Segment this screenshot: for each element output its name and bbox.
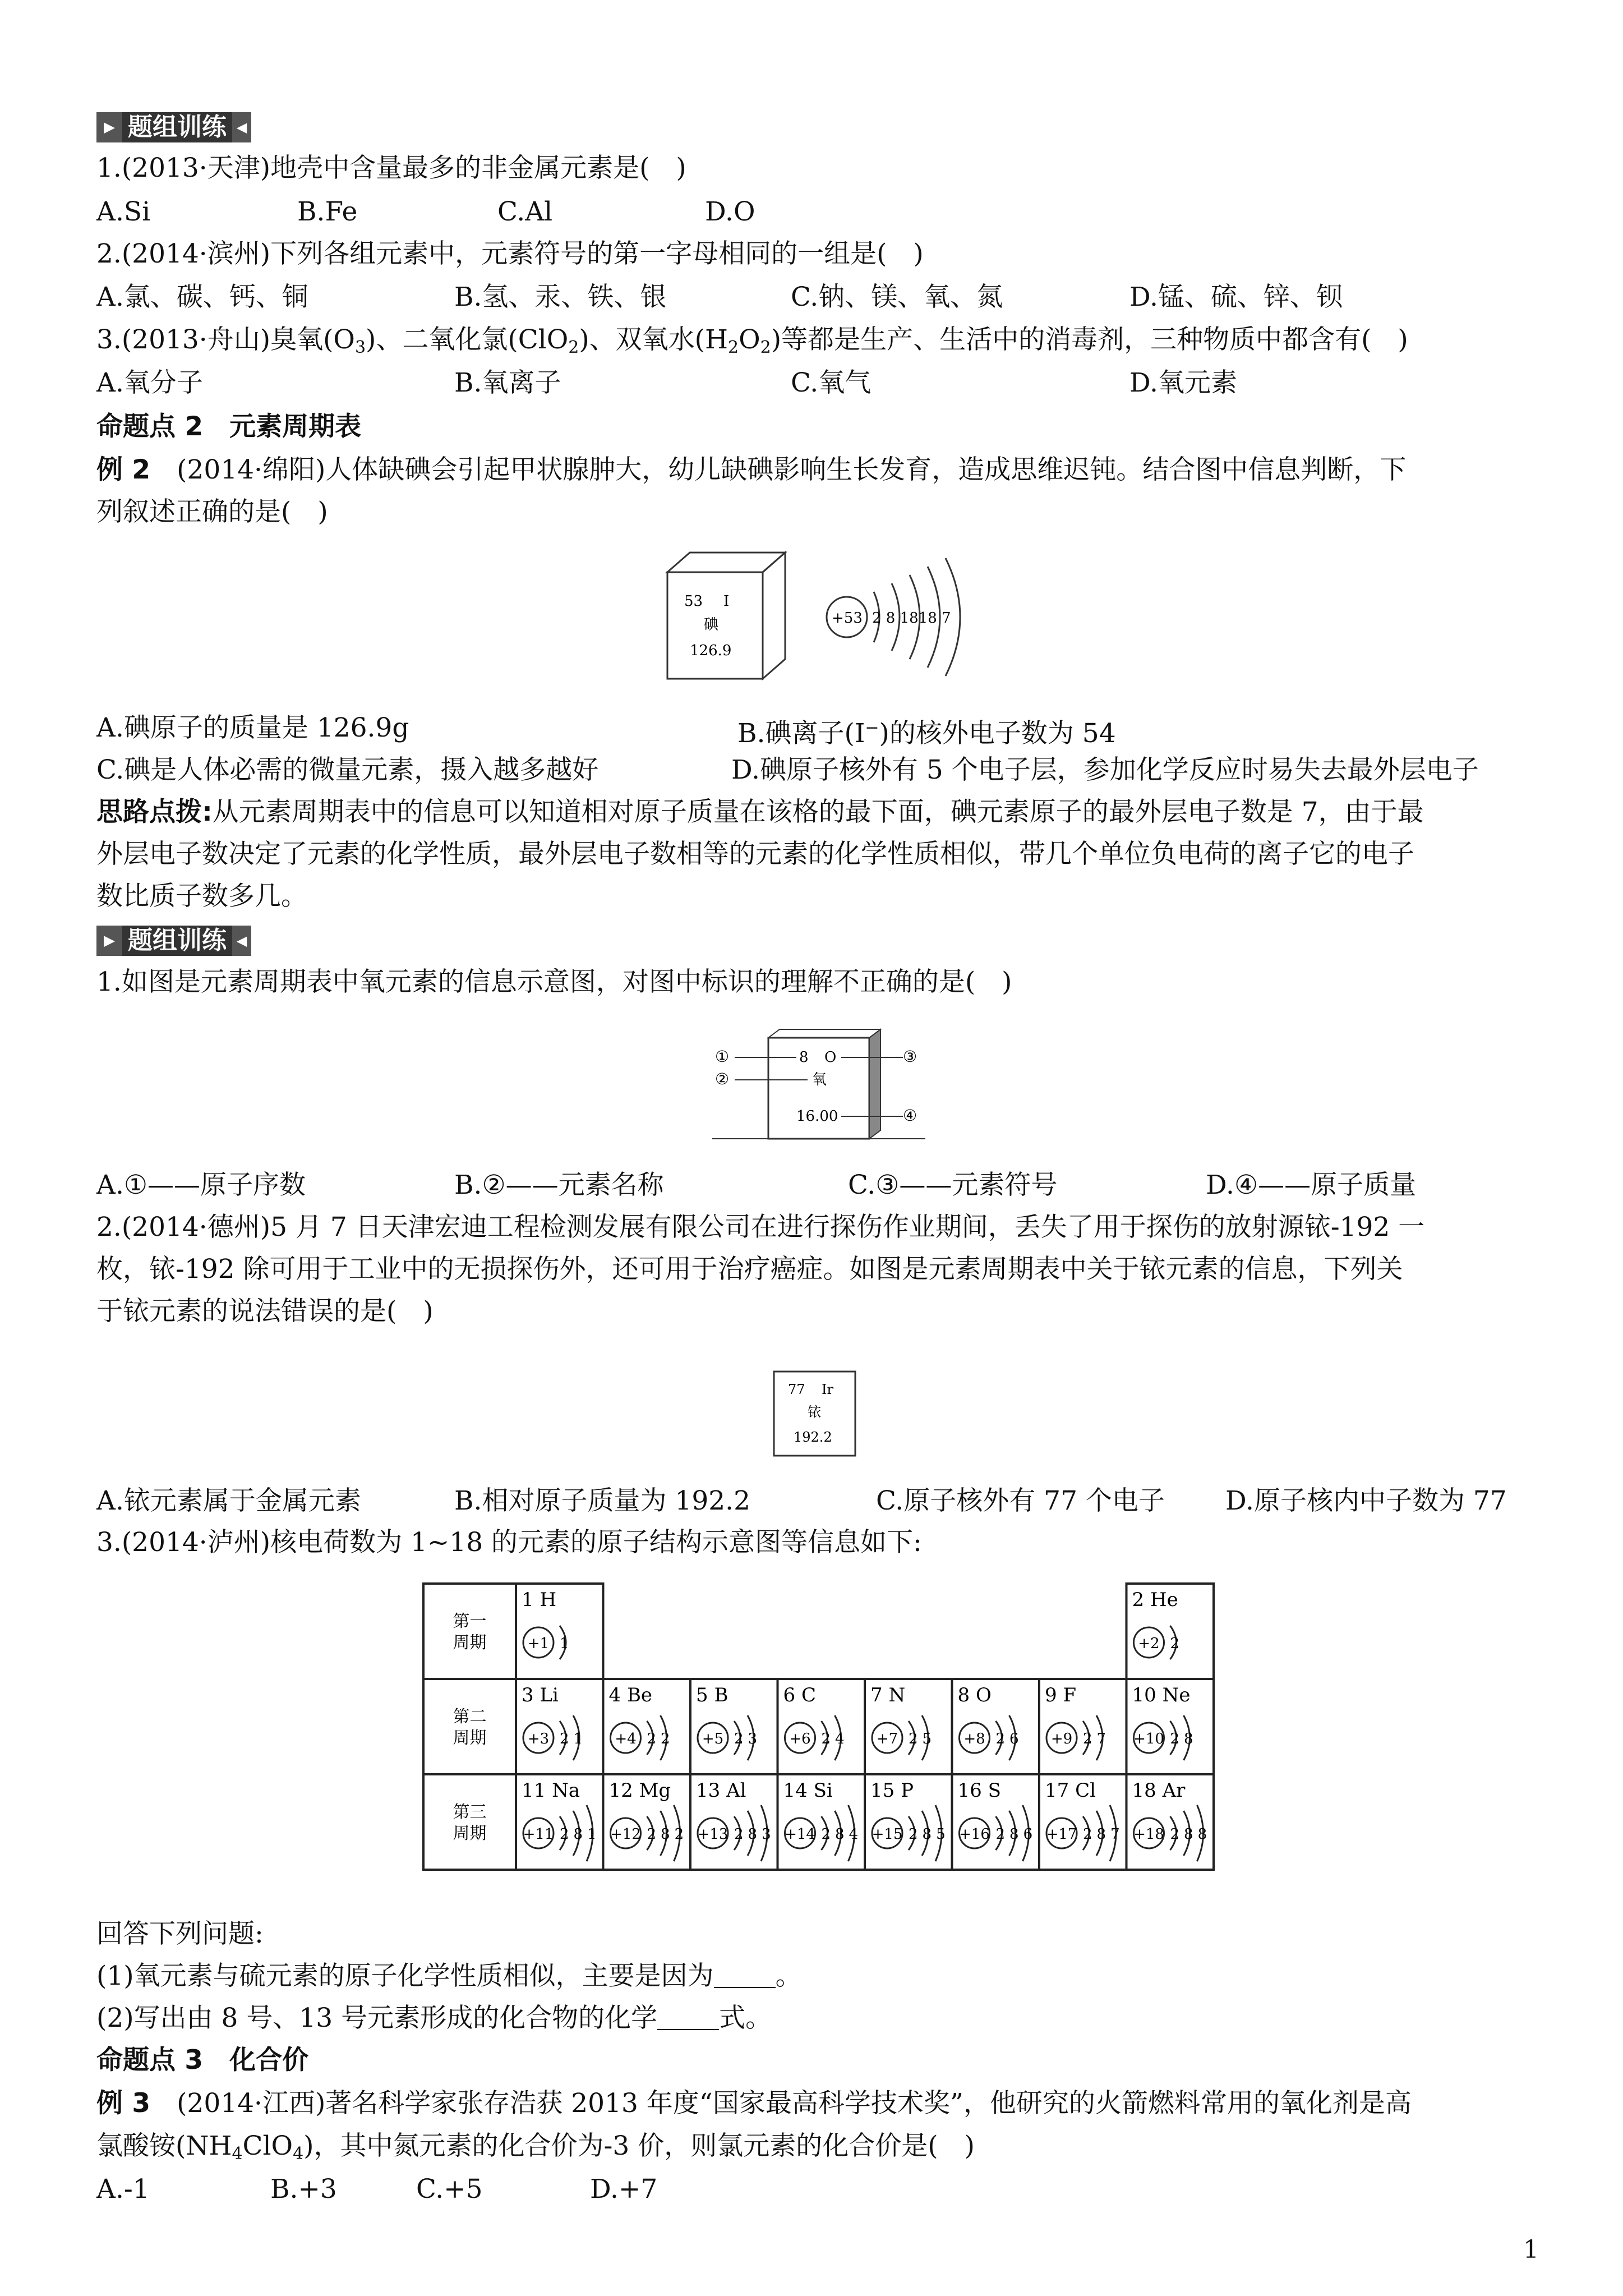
- electron-counts: 1: [560, 1635, 574, 1652]
- question-3-stem: 3.(2013·舟山)臭氧$(O_3)$、二氧化氯(ClO$_2$)、双氧水$(H_2O_2)$等都是生产、生活中的消毒剂，三种物质中都含有( ): [96, 324, 1408, 357]
- nucleus-charge: +9: [1050, 1731, 1073, 1747]
- g1-option-c: C.③——元素符号: [848, 1170, 1058, 1200]
- group-question-2-line-3: 于铱元素的说法错误的是( ): [96, 1296, 434, 1327]
- play-left-icon: ◀: [232, 112, 251, 142]
- q3-option-b: B.氧离子: [454, 367, 561, 398]
- nucleus-charge: +18: [1133, 1826, 1164, 1843]
- section-3-title: 命题点 3 化合价: [96, 2045, 309, 2076]
- electron-counts: 283: [734, 1826, 776, 1843]
- electron-counts: 23: [734, 1731, 762, 1747]
- oxygen-name: 氧: [812, 1071, 827, 1088]
- iridium-symbol: Ir: [822, 1382, 833, 1397]
- iodine-cell-cube: [667, 553, 785, 679]
- question-2-stem: 2.(2014·滨州)下列各组元素中，元素符号的第一字母相同的一组是( ): [96, 238, 924, 269]
- q1-option-c: C.Al: [497, 196, 553, 227]
- element-label: 7 N: [870, 1684, 906, 1706]
- play-right-icon: ▶: [96, 112, 122, 142]
- q3-option-a: A.氧分子: [96, 367, 203, 398]
- group-question-2-line-2: 枚，铱-192 除可用于工业中的无损探伤外，还可用于治疗癌症。如图是元素周期表中关于铱元素的信息，下列关: [96, 1254, 1403, 1285]
- answer-blank-2[interactable]: [657, 2007, 719, 2030]
- electron-counts: 26: [995, 1731, 1023, 1747]
- electron-counts: 2: [1170, 1635, 1184, 1652]
- nucleus-charge: +6: [789, 1731, 811, 1747]
- iodine-number: 53: [684, 593, 703, 610]
- element-label: 2 He: [1132, 1589, 1178, 1611]
- g2-option-a: A.铱元素属于金属元素: [96, 1485, 361, 1516]
- g1-option-d: D.④——原子质量: [1206, 1170, 1417, 1200]
- iodine-figure: [656, 539, 1004, 690]
- g1-option-b: B.②——元素名称: [454, 1170, 664, 1200]
- period-label-top: 第三: [453, 1802, 487, 1822]
- q2-option-a: A.氯、碳、钙、铜: [96, 282, 308, 312]
- element-label: 12 Mg: [608, 1779, 671, 1802]
- nucleus-charge: +17: [1046, 1826, 1077, 1843]
- electron-counts: 284: [821, 1826, 863, 1843]
- sub-question-1: (1)氧元素与硫元素的原子化学性质相似，主要是因为 。: [96, 1961, 802, 1991]
- ex2-option-c: C.碘是人体必需的微量元素，摄入越多越好: [96, 754, 599, 785]
- iodine-name: 碘: [704, 616, 719, 633]
- example-2-line-1: 例 2 (2014·绵阳)人体缺碘会引起甲状腺肿大，幼儿缺碘影响生长发育，造成思维迟钝。结合图中信息判断，下: [96, 454, 1407, 485]
- marker-4: ④: [903, 1106, 917, 1125]
- iodine-mass: 126.9: [690, 642, 732, 659]
- practice-banner: [96, 926, 251, 956]
- electron-counts: 281: [560, 1826, 601, 1843]
- nucleus-charge: +2: [1138, 1635, 1160, 1652]
- iodine-shells: 2 8 1818 7: [872, 610, 951, 627]
- period-label-cell: [423, 1679, 516, 1774]
- electron-counts: 286: [995, 1826, 1038, 1843]
- element-label: 16 S: [957, 1779, 1001, 1802]
- ex3-option-b: B.+3: [270, 2174, 337, 2205]
- banner-label: 题组训练: [122, 926, 232, 956]
- oxygen-cell-figure: [712, 1027, 925, 1144]
- q1-option-a: A.Si: [96, 196, 151, 227]
- element-label: 3 Li: [522, 1684, 559, 1706]
- period-label-top: 第二: [453, 1707, 487, 1727]
- ex2-option-b: B.碘离子(I−)的核外电子数为 54: [737, 718, 1116, 749]
- period-label-top: 第一: [453, 1612, 487, 1631]
- electron-counts: 288: [1170, 1826, 1212, 1843]
- q3-option-d: D.氧元素: [1129, 367, 1237, 398]
- nucleus-charge: +4: [615, 1731, 637, 1747]
- nucleus-charge: +8: [963, 1731, 985, 1747]
- example-3-line-1: 例 3 (2014·江西)著名科学家张存浩获 2013 年度“国家最高科学技术奖”，他研究的火箭燃料常用的氧化剂是高: [96, 2088, 1412, 2119]
- oxygen-number: 8: [799, 1049, 809, 1066]
- electron-counts: 28: [1170, 1731, 1198, 1747]
- nucleus-charge: +5: [702, 1731, 724, 1747]
- nucleus-charge: +1: [527, 1635, 550, 1652]
- electron-counts: 27: [1083, 1731, 1111, 1747]
- oxygen-symbol: O: [824, 1049, 837, 1066]
- element-label: 13 Al: [696, 1779, 746, 1802]
- q2-option-d: D.锰、硫、锌、钡: [1129, 282, 1343, 312]
- iridium-mass: 192.2: [794, 1429, 832, 1445]
- element-label: 6 C: [783, 1684, 816, 1706]
- element-label: 15 P: [870, 1779, 914, 1802]
- q2-option-b: B.氢、汞、铁、银: [454, 282, 667, 312]
- page-number: 1: [1523, 2235, 1539, 2264]
- iridium-number: 77: [788, 1382, 805, 1397]
- g2-option-d: D.原子核内中子数为 77: [1225, 1485, 1507, 1516]
- nucleus-charge: +11: [523, 1826, 554, 1843]
- period-label-bottom: 周期: [453, 1824, 487, 1843]
- play-left-icon: ◀: [232, 926, 251, 956]
- nucleus-charge: +3: [527, 1731, 550, 1747]
- electron-counts: 24: [821, 1731, 849, 1747]
- answer-prompt: 回答下列问题:: [96, 1918, 264, 1949]
- g2-option-b: B.相对原子质量为 192.2: [454, 1485, 750, 1516]
- nucleus-charge: +15: [872, 1826, 903, 1843]
- q3-option-c: C.氧气: [791, 367, 872, 398]
- element-label: 11 Na: [522, 1779, 580, 1802]
- marker-3: ③: [903, 1047, 917, 1066]
- group-question-2-line-1: 2.(2014·德州)5 月 7 日天津宏迪工程检测发展有限公司在进行探伤作业期间，丢失了用于探伤的放射源铱-192 一: [96, 1212, 1425, 1243]
- element-label: 9 F: [1045, 1684, 1077, 1706]
- element-label: 5 B: [696, 1684, 728, 1706]
- hint-line-1: 思路点拨:从元素周期表中的信息可以知道相对原子质量在该格的最下面，碘元素原子的最外层电子数是 7，由于最: [96, 797, 1424, 827]
- iodine-symbol: I: [723, 593, 730, 610]
- hint-line-3: 数比质子数多几。: [96, 881, 307, 912]
- marker-1: ①: [715, 1047, 730, 1066]
- element-label: 18 Ar: [1132, 1779, 1186, 1802]
- electron-counts: 287: [1083, 1826, 1124, 1843]
- sub-question-2: (2)写出由 8 号、13 号元素形成的化合物的化学 式。: [96, 2003, 772, 2033]
- electron-counts: 282: [647, 1826, 689, 1843]
- element-label: 10 Ne: [1132, 1684, 1191, 1706]
- ex3-option-c: C.+5: [416, 2174, 483, 2205]
- ex2-option-a: A.碘原子的质量是 126.9g: [96, 712, 409, 743]
- oxygen-mass: 16.00: [796, 1108, 838, 1125]
- ex3-option-a: A.-1: [96, 2174, 150, 2205]
- electron-counts: 22: [647, 1731, 675, 1747]
- example-3-line-2: 氯酸铵$(NH_4ClO_4)$，其中氮元素的化合价为-3 价，则氯元素的化合价是( ): [96, 2131, 975, 2164]
- example-2-line-2: 列叙述正确的是( ): [96, 496, 328, 527]
- periodic-table-figure: [421, 1581, 1217, 1889]
- nucleus-charge: +7: [876, 1731, 898, 1747]
- period-label-cell: [423, 1774, 516, 1870]
- marker-2: ②: [715, 1070, 730, 1088]
- electron-counts: 25: [909, 1731, 937, 1747]
- period-label-cell: [423, 1584, 516, 1679]
- period-label-bottom: 周期: [453, 1728, 487, 1748]
- q2-option-c: C.钠、镁、氧、氮: [791, 282, 1003, 312]
- section-2-title: 命题点 2 元素周期表: [96, 411, 362, 442]
- banner-label: 题组训练: [122, 112, 232, 142]
- element-label: 1 H: [522, 1589, 557, 1611]
- element-label: 14 Si: [783, 1779, 833, 1802]
- question-1-stem: 1.(2013·天津)地壳中含量最多的非金属元素是( ): [96, 153, 686, 183]
- electron-counts: 285: [909, 1826, 950, 1843]
- answer-blank-1[interactable]: [714, 1964, 776, 1988]
- practice-banner: [96, 112, 251, 142]
- iodine-nucleus: +53: [832, 610, 863, 627]
- period-label-bottom: 周期: [453, 1633, 487, 1653]
- electron-counts: 21: [560, 1731, 588, 1747]
- iridium-name: 铱: [808, 1404, 821, 1420]
- q1-option-d: D.O: [705, 196, 755, 227]
- ex3-option-d: D.+7: [590, 2174, 658, 2205]
- element-label: 8 O: [957, 1684, 992, 1706]
- iridium-cell-figure: [771, 1369, 861, 1461]
- play-right-icon: ▶: [96, 926, 122, 956]
- group-question-1-stem: 1.如图是元素周期表中氧元素的信息示意图，对图中标识的理解不正确的是( ): [96, 967, 1012, 997]
- iodine-atom-structure: [827, 558, 960, 676]
- element-label: 17 Cl: [1045, 1779, 1096, 1802]
- nucleus-charge: +10: [1133, 1731, 1164, 1747]
- element-label: 4 Be: [608, 1684, 653, 1706]
- nucleus-charge: +12: [610, 1826, 641, 1843]
- nucleus-charge: +14: [785, 1826, 815, 1843]
- group-question-3-stem: 3.(2014·泸州)核电荷数为 1~18 的元素的原子结构示意图等信息如下:: [96, 1527, 922, 1558]
- ex2-option-d: D.碘原子核外有 5 个电子层，参加化学反应时易失去最外层电子: [731, 754, 1479, 785]
- g2-option-c: C.原子核外有 77 个电子: [876, 1485, 1165, 1516]
- nucleus-charge: +16: [959, 1826, 990, 1843]
- nucleus-charge: +13: [697, 1826, 728, 1843]
- hint-line-2: 外层电子数决定了元素的化学性质，最外层电子数相等的元素的化学性质相似，带几个单位负电荷的离子它的电子: [96, 839, 1414, 869]
- g1-option-a: A.①——原子序数: [96, 1170, 306, 1200]
- q1-option-b: B.Fe: [297, 196, 358, 227]
